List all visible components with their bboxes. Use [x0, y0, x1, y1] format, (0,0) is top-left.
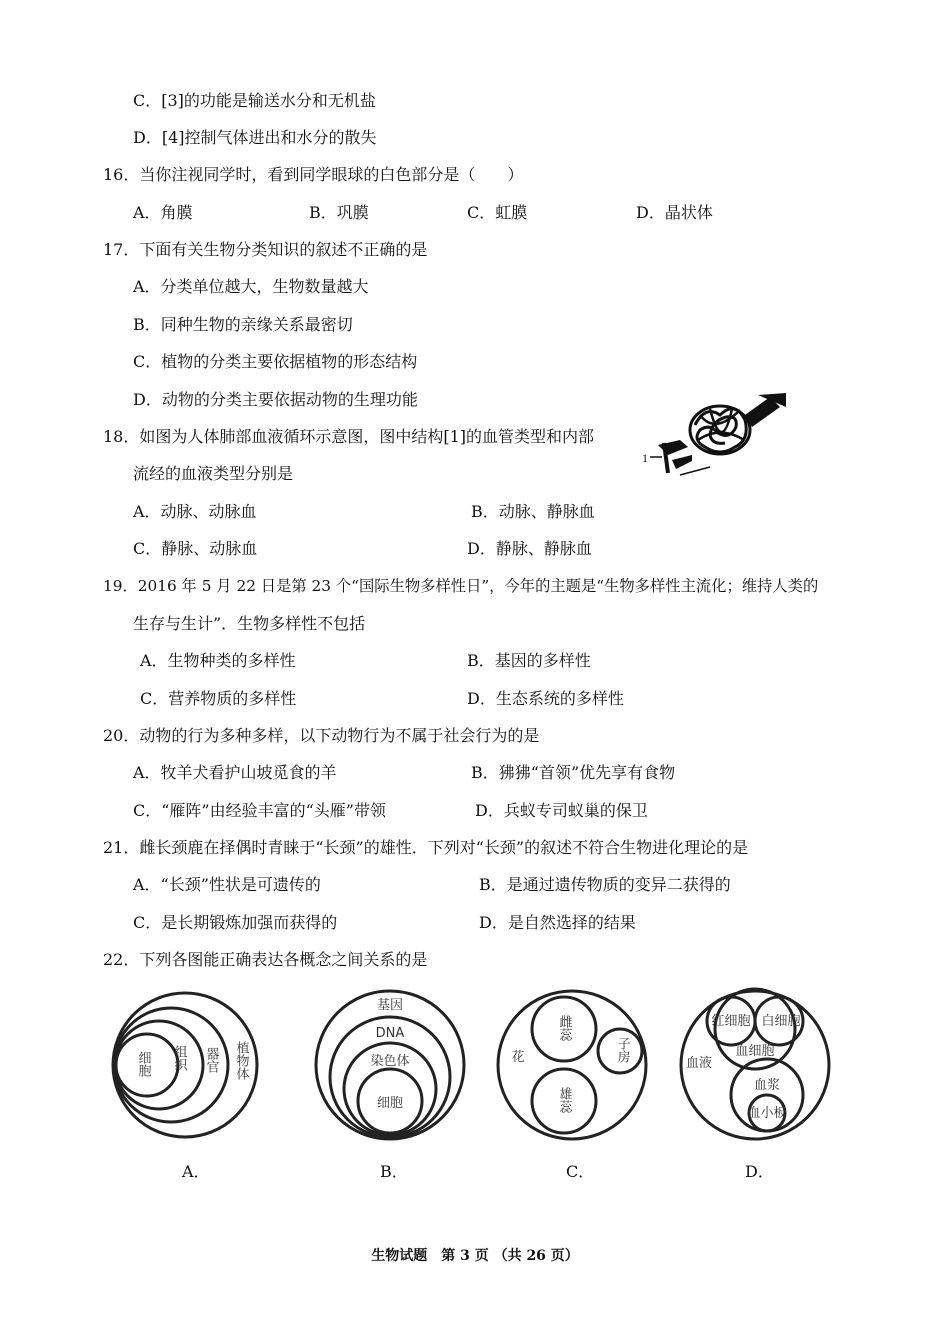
diagram-d-caption: D． — [745, 1162, 774, 1181]
q19-option-d: D．生态系统的多样性 — [467, 689, 624, 708]
diagram-c-stamen: 雄蕊 — [556, 1087, 572, 1113]
diagram-a-cell: 细胞 — [135, 1051, 151, 1077]
q20-option-a: A．牧羊犬看护山坡觅食的羊 — [133, 763, 337, 782]
diagram-b-chromosome: 染色体 — [370, 1054, 410, 1069]
q22-stem: 22．下列各图能正确表达各概念之间关系的是 — [103, 950, 428, 969]
q21-option-a: A．“长颈”性状是可遗传的 — [133, 875, 321, 894]
diagram-c-pistil: 雌蕊 — [556, 1015, 572, 1041]
q18-stem-line2: 流经的血液类型分别是 — [133, 464, 294, 483]
q21-option-c: C．是长期锻炼加强而获得的 — [133, 913, 338, 932]
q20-stem: 20．动物的行为多种多样，以下动物行为不属于社会行为的是 — [103, 726, 540, 745]
page-footer: 生物试题 第 3 页 （共 26 页） — [371, 1248, 579, 1264]
q16-option-a: A．角膜 — [133, 203, 193, 222]
diagram-d-red-cell: 红细胞 — [711, 1014, 751, 1029]
q20-option-c: C．“雁阵”由经验丰富的“头雁”带领 — [133, 801, 386, 820]
diagram-a-plant: 植物体 — [233, 1041, 249, 1080]
q16-option-c: C．虹膜 — [467, 203, 528, 222]
diagram-b-gene: 基因 — [376, 998, 404, 1013]
q19-option-a: A．生物种类的多样性 — [140, 651, 296, 670]
diagram-d-platelet: 血小板 — [747, 1106, 787, 1121]
q18-option-a: A．动脉、动脉血 — [133, 502, 257, 521]
q15-option-c: C．[3]的功能是输送水分和无机盐 — [133, 91, 376, 110]
q18-option-c: C．静脉、动脉血 — [133, 539, 258, 558]
q21-option-b: B．是通过遗传物质的变异二获得的 — [479, 875, 731, 894]
q20-option-d: D．兵蚁专司蚁巢的保卫 — [475, 801, 648, 820]
q19-option-b: B．基因的多样性 — [467, 651, 591, 670]
diagram-d-blood-cell: 血细胞 — [735, 1044, 775, 1059]
q18-stem-line1: 18．如图为人体肺部血液循环示意图，图中结构[1]的血管类型和内部 — [103, 427, 595, 446]
q16-stem: 16．当你注视同学时，看到同学眼球的白色部分是（ ） — [103, 165, 524, 184]
q21-option-d: D．是自然选择的结果 — [479, 913, 636, 932]
diagram-b-dna: DNA — [375, 1026, 405, 1041]
q19-option-c: C．营养物质的多样性 — [140, 689, 297, 708]
diagram-c-caption: C． — [566, 1162, 595, 1181]
diagram-c-flower: 花 — [511, 1050, 525, 1065]
q16-option-d: D．晶状体 — [636, 203, 713, 222]
diagram-b — [310, 985, 470, 1145]
q19-stem-line2: 生存与生计”．生物多样性不包括 — [133, 614, 366, 633]
diagram-c — [492, 985, 652, 1145]
q15-option-d: D．[4]控制气体进出和水分的散失 — [133, 128, 377, 147]
q17-option-a: A．分类单位越大，生物数量越大 — [133, 277, 369, 296]
lung-circulation-figure — [640, 385, 790, 485]
q17-option-b: B．同种生物的亲缘关系最密切 — [133, 315, 353, 334]
diagram-b-caption: B． — [380, 1162, 408, 1181]
diagram-a-caption: A． — [182, 1162, 210, 1181]
q19-stem-line1: 19．2016 年 5 月 22 日是第 23 个“国际生物多样性日”，今年的主题是“生物多样性主流化；维持人类的 — [103, 577, 819, 595]
q17-option-d: D．动物的分类主要依据动物的生理功能 — [133, 390, 418, 409]
q18-option-d: D．静脉、静脉血 — [467, 539, 592, 558]
q16-option-b: B．巩膜 — [309, 203, 369, 222]
q18-option-b: B．动脉、静脉血 — [471, 502, 595, 521]
q21-stem: 21．雌长颈鹿在择偶时青睐于“长颈”的雄性．下列对“长颈”的叙述不符合生物进化理论的是 — [103, 838, 749, 857]
q17-option-c: C．植物的分类主要依据植物的形态结构 — [133, 352, 418, 371]
figure-label-1: 1 — [642, 451, 648, 465]
diagram-c-ovary: 子房 — [614, 1037, 630, 1063]
diagram-a-organ: 器官 — [203, 1047, 219, 1073]
diagram-d-blood: 血液 — [685, 1056, 713, 1071]
diagram-a — [105, 985, 265, 1145]
diagram-d — [675, 985, 835, 1145]
q17-stem: 17．下面有关生物分类知识的叙述不正确的是 — [103, 240, 428, 259]
diagram-d-white-cell: 白细胞 — [761, 1014, 801, 1029]
diagram-a-tissue: 组织 — [171, 1045, 187, 1071]
diagram-b-cell: 细胞 — [376, 1096, 404, 1111]
diagram-d-plasma: 血浆 — [753, 1078, 781, 1093]
q20-option-b: B．狒狒“首领”优先享有食物 — [471, 763, 676, 782]
